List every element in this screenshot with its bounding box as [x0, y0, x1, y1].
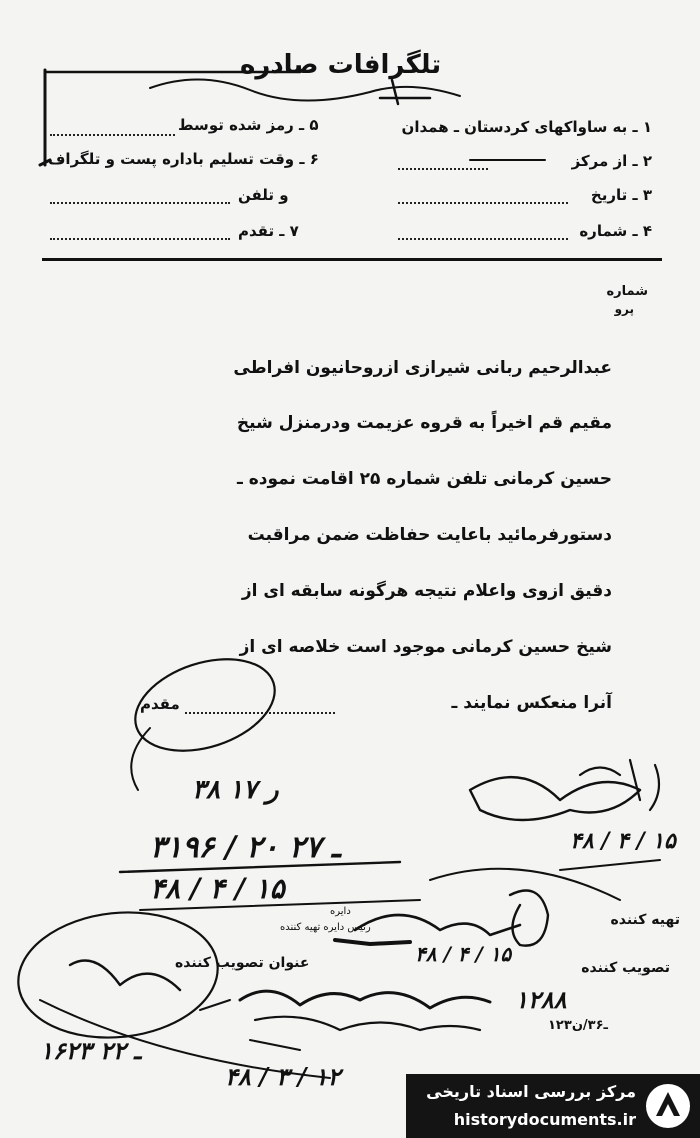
- field-number: ۴ ـ شماره: [579, 222, 652, 240]
- document-title: تلگرافات صادره: [240, 50, 442, 80]
- watermark-banner: [406, 1074, 700, 1138]
- signature-stroke: [470, 777, 640, 820]
- overwritten-stamp-stroke: [380, 80, 430, 104]
- reference-label: شماره: [606, 284, 648, 299]
- signature-stroke: [250, 1040, 300, 1050]
- approved-by-label: تصویب کننده: [581, 960, 670, 976]
- watermark-org: مرکز بررسی اسناد تاریخی: [426, 1082, 636, 1101]
- circle-tail: [131, 728, 150, 790]
- field-recipient: ۱ ـ به ساواکهای کردستان ـ همدان: [401, 118, 652, 136]
- field-delivery-time: ۶ ـ وقت تسلیم باداره پست و تلگراف: [48, 150, 319, 168]
- approver-title-label: عنوان تصویب کننده: [175, 955, 310, 971]
- field-phone: و تلفن: [238, 186, 289, 204]
- handwritten-date: ۴۸ / ۴ / ۱۵: [150, 872, 285, 905]
- signature-stroke: [40, 1000, 330, 1078]
- reference-value: پرو: [614, 302, 634, 316]
- handwritten-date: ۴۸ / ۴ / ۱۵: [570, 828, 676, 854]
- field-encoded-by: ۵ ـ رمز شده توسط: [178, 116, 319, 134]
- approval-circle: [12, 903, 224, 1047]
- prepared-by-label: تهیه کننده: [610, 912, 680, 928]
- signature-stroke: [560, 860, 660, 870]
- signature-stroke: [510, 891, 548, 946]
- body-line: دستورفرمائید باعایت حفاظت ضمن مراقبت: [247, 525, 612, 545]
- field-from: ۲ ـ از مرکز: [571, 152, 652, 170]
- handwritten-date: ۴۸ / ۳ / ۱۲: [225, 1062, 341, 1091]
- signature-stroke: [255, 1017, 480, 1030]
- body-line: شیخ حسین کرمانی موجود است خلاصه ای از: [239, 637, 612, 657]
- archive-logo-icon: [644, 1082, 692, 1130]
- body-line: آنرا منعکس نمایند ـ: [451, 693, 612, 713]
- body-line: عبدالرحیم ربانی شیرازی ازروحانیون افراطی: [233, 358, 612, 378]
- underline-stroke: [140, 900, 420, 910]
- department-label: دایره: [330, 906, 351, 917]
- field-priority-label: ۷ ـ تقدم: [238, 222, 299, 240]
- watermark-site: historydocuments.ir: [453, 1110, 636, 1129]
- signature-stroke: [430, 869, 620, 900]
- signature-stroke: [335, 940, 410, 944]
- priority-circle: [124, 643, 287, 767]
- handwritten-number: ۱۶۲۳ ـ ۲۲: [40, 1036, 142, 1065]
- underline-stroke: [120, 862, 400, 872]
- body-line: دقیق ازوی واعلام نتیجه هرگونه سابقه ای از: [241, 581, 612, 601]
- handwritten-note: ۳۸ ر ۱۷: [192, 775, 279, 805]
- department-head-label: رئیس دایره تهیه کننده: [280, 922, 371, 933]
- handwritten-date: ۴۸ / ۴ / ۱۵: [415, 942, 512, 966]
- signature-stroke: [70, 961, 180, 991]
- handwritten-number: ۱۲۸۸: [515, 985, 567, 1014]
- handwritten-number: ۳۱۹۶ / ۲۰ ـ ۲۷: [150, 830, 341, 865]
- priority-value: مقدم: [140, 695, 180, 713]
- body-line: حسین کرمانی تلفن شماره ۲۵ اقامت نموده ـ: [237, 469, 612, 489]
- signature-stroke: [355, 915, 520, 935]
- body-line: مقیم قم اخیراً به قروه عزیمت ودرمنزل شیخ: [236, 413, 612, 433]
- signature-stroke: [240, 991, 490, 1008]
- field-date: ۳ ـ تاریخ: [590, 186, 652, 204]
- typed-code: ۱۲۳ـ۳۶/ن: [548, 1018, 608, 1033]
